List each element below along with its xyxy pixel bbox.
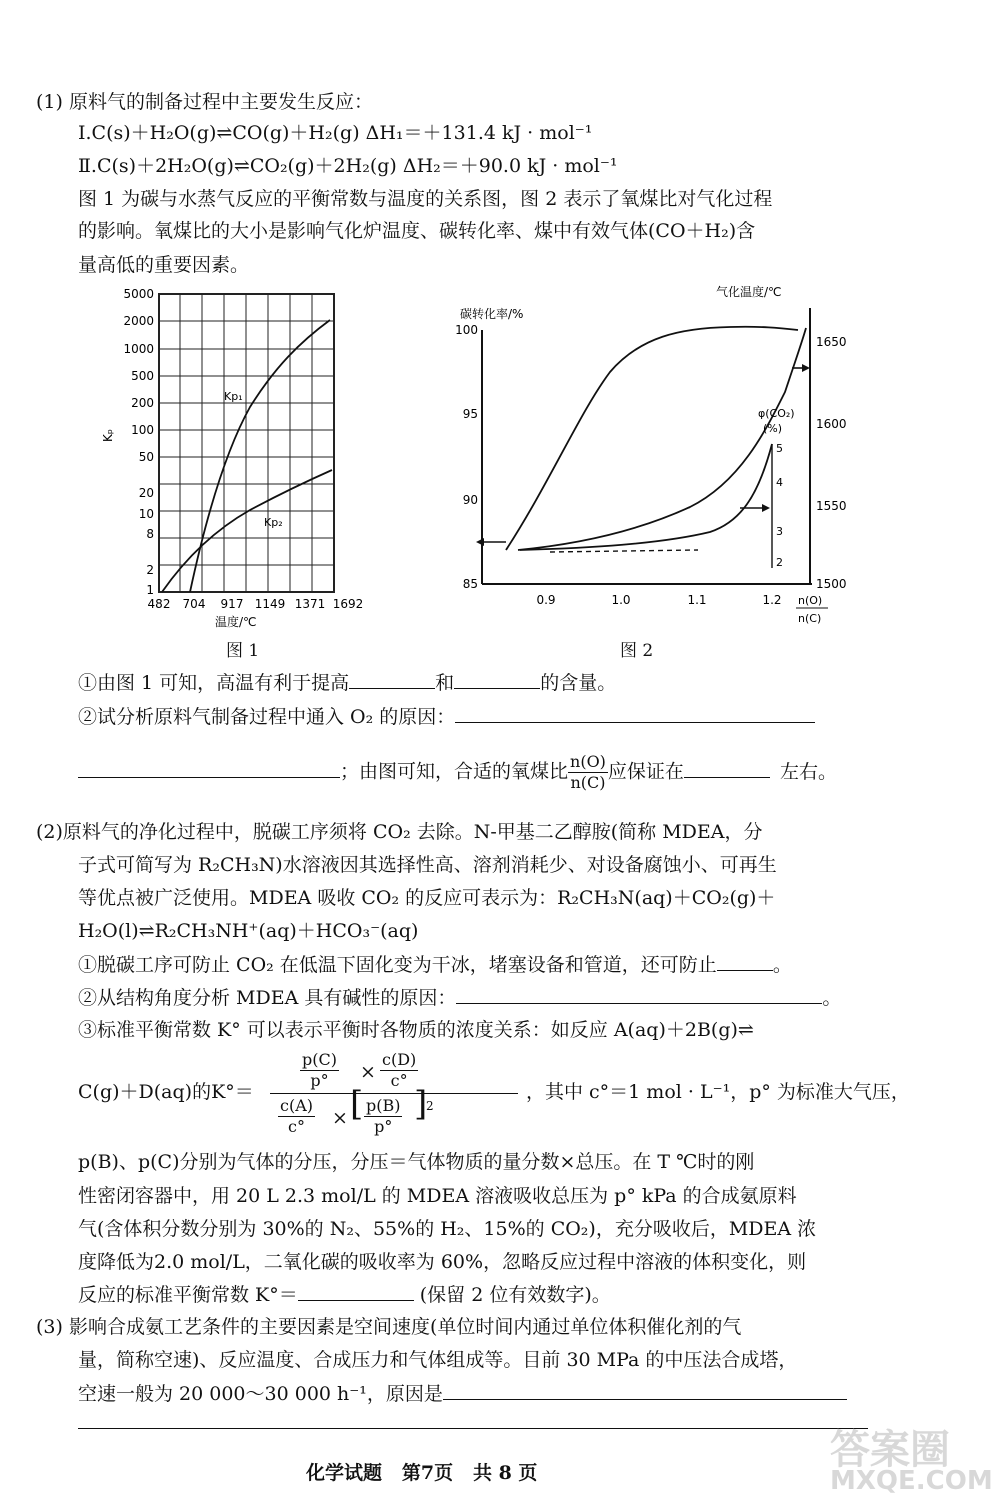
watermark-logo: 答案圈 [830,1427,950,1473]
fig2-left-axis-label: 碳转化率/% [460,307,524,321]
q1-desc-line2: 的影响。氧煤比的大小是影响气化炉温度、碳转化率、煤中有效气体(CO＋H₂)含 [78,220,756,242]
k-numerator: $\frac{p(C)}{p^\circ}$ × $\frac{c(D)}{c^\circ}$ [302,1050,417,1090]
q3-line1: (3) 影响合成氨工艺条件的主要因素是空间速度(单位时间内通过单位体积催化剂的气 [36,1316,742,1338]
q2-line7: 气(含体积分数分别为 30%的 N₂、55%的 H₂、15%的 CO₂)，充分吸收后，MDEA 浓 [78,1218,817,1240]
watermark-url: MXQE.COM [830,1466,993,1496]
fig1-ytick: 2000 [123,314,154,328]
fig2-right-ytick: 1600 [816,417,847,431]
fig1-xtick: 1692 [332,597,364,611]
kp1-curve [190,320,330,592]
fig1-ytick: 1 [146,583,154,597]
q2-line6: 性密闭容器中，用 20 L 2.3 mol/L 的 MDEA 溶液吸收总压为 p° kPa 的合成氨原料 [78,1185,797,1207]
reaction-2: Ⅱ.C(s)＋2H₂O(g)⇌CO₂(g)＋2H₂(g) ΔH₂＝＋90.0 kJ · mol⁻¹ [78,155,618,177]
co2-tick: 3 [776,525,783,538]
fig1-xtick: 1149 [254,597,286,611]
fig2-left-ytick: 85 [462,577,478,591]
answer-blank[interactable] [349,668,435,689]
fig2-right-ytick: 1500 [816,577,847,591]
co2-tick: 4 [776,476,783,489]
q3-line3: 空速一般为 20 000～30 000 h⁻¹，原因是 [78,1379,847,1408]
fig2-right-axis-label: 气化温度/℃ [716,285,782,299]
fig1-xtick: 917 [220,597,244,611]
q1-desc-line1: 图 1 为碳与水蒸气反应的平衡常数与温度的关系图，图 2 表示了氧煤比对气化过程 [78,188,773,210]
fig1-ytick: 50 [138,450,154,464]
answer-blank[interactable] [454,668,540,689]
gasification-temperature-curve [518,328,806,550]
fig1-ytick: 10 [138,507,154,521]
figure-2-caption: 图 2 [620,641,654,661]
fig2-left-ytick: 90 [462,493,478,507]
fig2-x-label-num: n(O) [798,594,823,607]
fig1-xtick: 1371 [294,597,326,611]
answer-blank[interactable] [298,1280,414,1301]
fig2-x-label-den: n(C) [798,612,822,625]
kp2-curve [162,470,332,592]
q1-desc-line3: 量高低的重要因素。 [78,254,250,276]
co2-axis-label: φ(CO₂) [758,407,795,420]
fig1-ytick: 8 [146,527,154,541]
fig1-ytick: 500 [131,369,154,383]
q2-line1: (2)原料气的净化过程中，脱碳工序须将 CO₂ 去除。N-甲基二乙醇胺(简称 MDEA，分 [36,821,763,843]
answer-blank[interactable] [443,1379,847,1400]
k-denominator: $\frac{c(A)}{c^\circ}$ × [ $\frac{p(B)}{p^\circ}$ ] 2 [280,1084,434,1136]
fig2-xtick: 0.9 [536,593,556,607]
fig1-ytick: 2 [146,563,154,577]
answer-blank[interactable] [456,983,822,1004]
fig2-left-ytick: 100 [455,323,478,337]
q3-line2: 量，简称空速)、反应温度、合成压力和气体组成等。目前 30 MPa 的中压法合成塔， [78,1349,798,1371]
fig1-xtick: 704 [182,597,206,611]
fig1-ytick: 20 [138,486,154,500]
q1-intro: (1) 原料气的制备过程中主要发生反应： [36,91,373,113]
oxygen-coal-ratio-fraction: $\frac{n(O)}{n(C)}$ [570,752,606,792]
fig1-ytick: 100 [131,423,154,437]
dashed-reference-line [550,550,698,552]
answer-blank[interactable] [78,757,340,778]
fig1-y-axis-label: Kₚ [101,428,115,442]
co2-tick: 2 [776,556,783,569]
kp2-label: Kp₂ [264,516,283,529]
k-formula [270,1050,520,1140]
q2-line8: 度降低为2.0 mol/L，二氧化碳的吸收率为 60%，忽略反应过程中溶液的体积变化，则 [78,1251,807,1273]
footer: 化学试题 第7页 共 8 页 [306,1462,538,1484]
answer-blank[interactable] [684,757,770,778]
kp1-label: Kp₁ [224,390,243,403]
q2-sub2: ②从结构角度分析 MDEA 具有碱性的原因： 。 [78,983,841,1012]
q2-line9: 反应的标准平衡常数 K°＝ (保留 2 位有效数字)。 [78,1280,611,1309]
answer-line[interactable] [78,1428,868,1429]
answer-blank[interactable] [455,702,815,723]
fig1-ytick: 200 [131,396,154,410]
q2-line4: H₂O(l)⇌R₂CH₃NH⁺(aq)＋HCO₃⁻(aq) [78,920,419,942]
reaction-1: Ⅰ.C(s)＋H₂O(g)⇌CO(g)＋H₂(g) ΔH₁＝＋131.4 kJ · mol⁻¹ [78,122,593,144]
fig2-right-ytick: 1650 [816,335,847,349]
fig1-x-axis-label: 温度/℃ [215,615,257,629]
q1-sub1: ①由图 1 可知，高温有利于提高 和 的含量。 [78,668,616,697]
q2-sub1: ①脱碳工序可防止 CO₂ 在低温下固化变为干冰，堵塞设备和管道，还可防止 。 [78,950,792,979]
figure-2-oxygen-coal-ratio [440,282,860,632]
fig2-left-ytick: 95 [462,407,478,421]
co2-axis-unit: (%) [763,422,783,435]
q2-sub3: ③标准平衡常数 K° 可以表示平衡时各物质的浓度关系：如反应 A(aq)＋2B(g)⇌ [78,1019,754,1041]
figure-1-kp-vs-temperature [100,282,385,632]
q2-line3: 等优点被广泛使用。MDEA 吸收 CO₂ 的反应可表示为：R₂CH₃N(aq)＋CO₂(g)＋ [78,887,776,909]
q2-line2: 子式可简写为 R₂CH₃N)水溶液因其选择性高、溶剂消耗少、对设备腐蚀小、可再生 [78,854,777,876]
q2-line5: p(B)、p(C)分别为气体的分压，分压＝气体物质的量分数×总压。在 T ℃时的刚 [78,1151,755,1173]
figure-1-caption: 图 1 [226,641,260,661]
q1-sub2: ②试分析原料气制备过程中通入 O₂ 的原因： [78,702,815,731]
fig1-xtick: 482 [147,597,171,611]
q1-sub2-continued: ；由图可知，合适的氧煤比 $\frac{n(O)}{n(C)}$ 应保证在 左右。 [78,752,837,793]
answer-blank[interactable] [717,950,773,971]
fig2-xtick: 1.2 [762,593,782,607]
fig1-ytick: 1000 [123,342,154,356]
fig2-xtick: 1.0 [611,593,631,607]
fig1-ytick: 5000 [123,287,154,301]
carbon-conversion-curve [506,327,798,550]
co2-tick: 5 [776,442,783,455]
fig2-xtick: 1.1 [687,593,707,607]
fig2-right-ytick: 1550 [816,499,847,513]
